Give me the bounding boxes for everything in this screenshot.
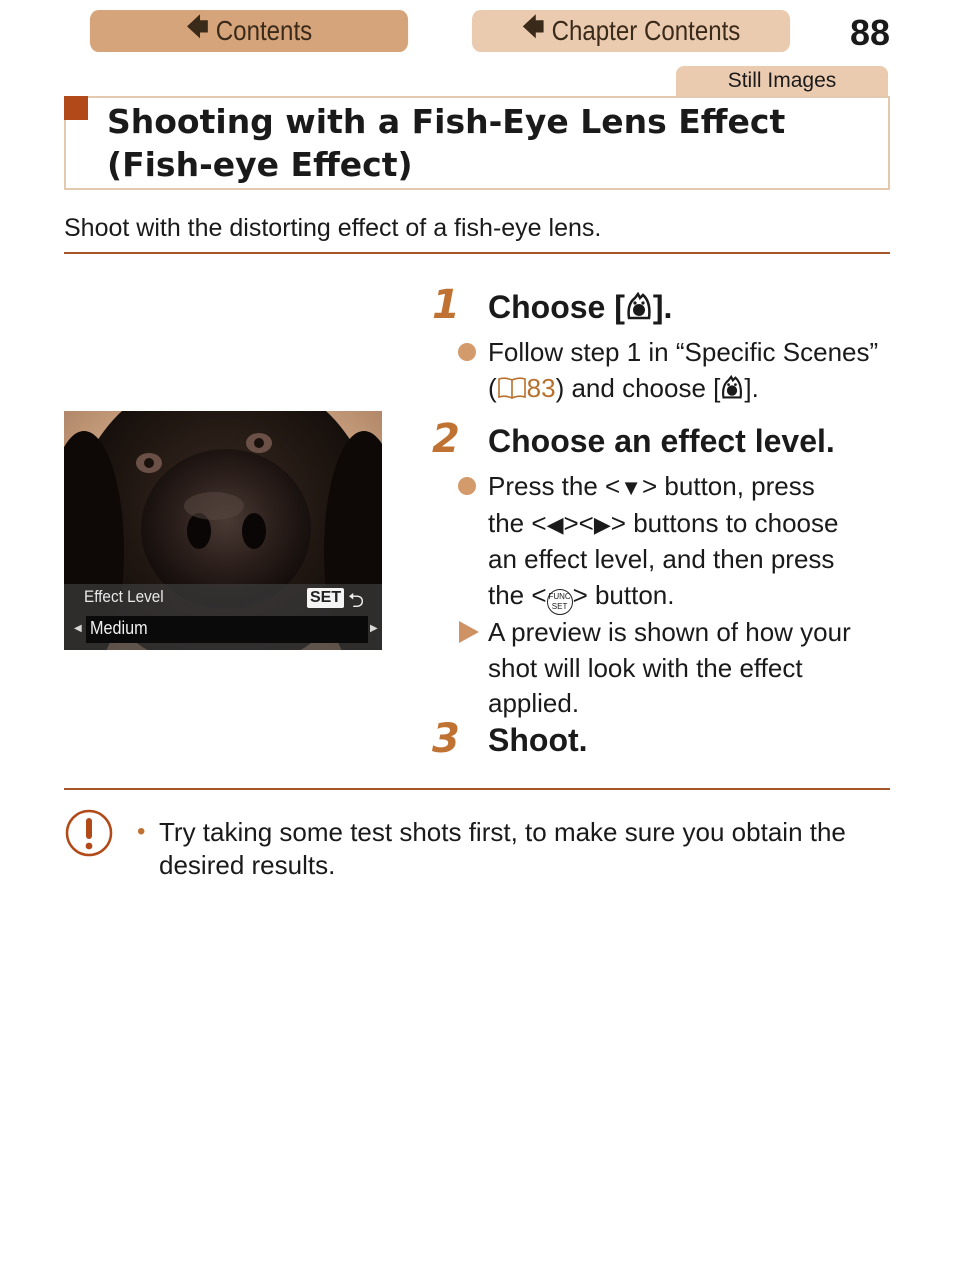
text: ].: [744, 372, 759, 403]
text: > buttons to choose: [610, 507, 839, 538]
text: the <: [488, 579, 547, 610]
result-triangle-icon: [459, 621, 479, 643]
set-label: SET: [551, 601, 568, 611]
note-text: Try taking some test shots first, to make sure you obtain the desired results.: [159, 817, 846, 880]
down-button-icon: ▼: [620, 475, 643, 500]
page-link[interactable]: [497, 373, 556, 403]
intro-text: Shoot with the distorting effect of a fish-eye lens.: [64, 214, 602, 242]
text: the <: [488, 507, 547, 538]
effect-value: Medium: [90, 618, 148, 638]
fish-eye-mode-icon: [625, 292, 653, 325]
book-icon: [497, 374, 527, 398]
page-title: Shooting with a Fish-Eye Lens Effect (Fish-eye Effect): [107, 102, 786, 184]
step-result: A preview is shown of how your shot will look with the effect applied.: [488, 617, 851, 718]
chapter-contents-label: Chapter Contents: [551, 15, 741, 46]
text: > button, press: [642, 471, 815, 501]
instruction-line: [488, 469, 898, 506]
divider: [64, 252, 890, 254]
page-ref: 83: [526, 372, 556, 403]
left-arrow-icon: 🡄: [185, 12, 209, 42]
text: ) and choose [: [555, 372, 721, 403]
contents-button[interactable]: [90, 10, 408, 52]
step-title-text: Choose [: [488, 289, 625, 325]
fish-eye-preview-image: [64, 411, 382, 650]
text: Press the <: [488, 471, 621, 501]
bullet-dot: [458, 477, 476, 495]
step-title-text: ].: [652, 289, 673, 325]
step-instruction: [488, 335, 898, 407]
step-title: [488, 289, 672, 326]
fish-eye-mode-icon: [720, 372, 744, 408]
divider: [64, 788, 890, 790]
instruction-line: an effect level, and then press: [488, 544, 835, 574]
left-arrow-icon: 🡄: [521, 12, 545, 42]
chapter-contents-button[interactable]: [472, 10, 790, 52]
effect-level-label: Effect Level: [84, 587, 164, 606]
right-button-icon: ▶: [593, 511, 611, 537]
right-triangle-icon: ▶: [370, 623, 378, 634]
caution-icon: [65, 809, 111, 855]
contents-label: Contents: [215, 15, 313, 46]
back-arrow-icon: ⮌: [348, 590, 365, 612]
left-triangle-icon: ◀: [74, 623, 82, 634]
section-tab: Still Images: [676, 66, 888, 96]
instruction-line: [488, 371, 898, 408]
func-label: FUNC: [548, 591, 571, 601]
set-icon: SET: [307, 588, 344, 608]
func-set-button-icon: [547, 589, 573, 615]
step-title: Shoot.: [488, 722, 588, 758]
bullet-dot: [458, 343, 476, 361]
step-number: 3: [432, 716, 460, 762]
note-bullet: •: [137, 818, 146, 845]
step-instruction: [488, 469, 898, 615]
step-number: 1: [432, 282, 460, 328]
title-marker: [64, 96, 88, 120]
text: (: [488, 372, 497, 403]
instruction-line: [488, 578, 898, 615]
step-number: 2: [432, 416, 460, 462]
instruction-line: Follow step 1 in “Specific Scenes”: [488, 337, 879, 367]
page-number: 88: [849, 12, 890, 53]
step-title: Choose an effect level.: [488, 423, 835, 459]
instruction-line: [488, 506, 898, 543]
text: ><: [563, 507, 594, 538]
left-button-icon: ◀: [546, 511, 564, 537]
text: > button.: [572, 579, 675, 610]
